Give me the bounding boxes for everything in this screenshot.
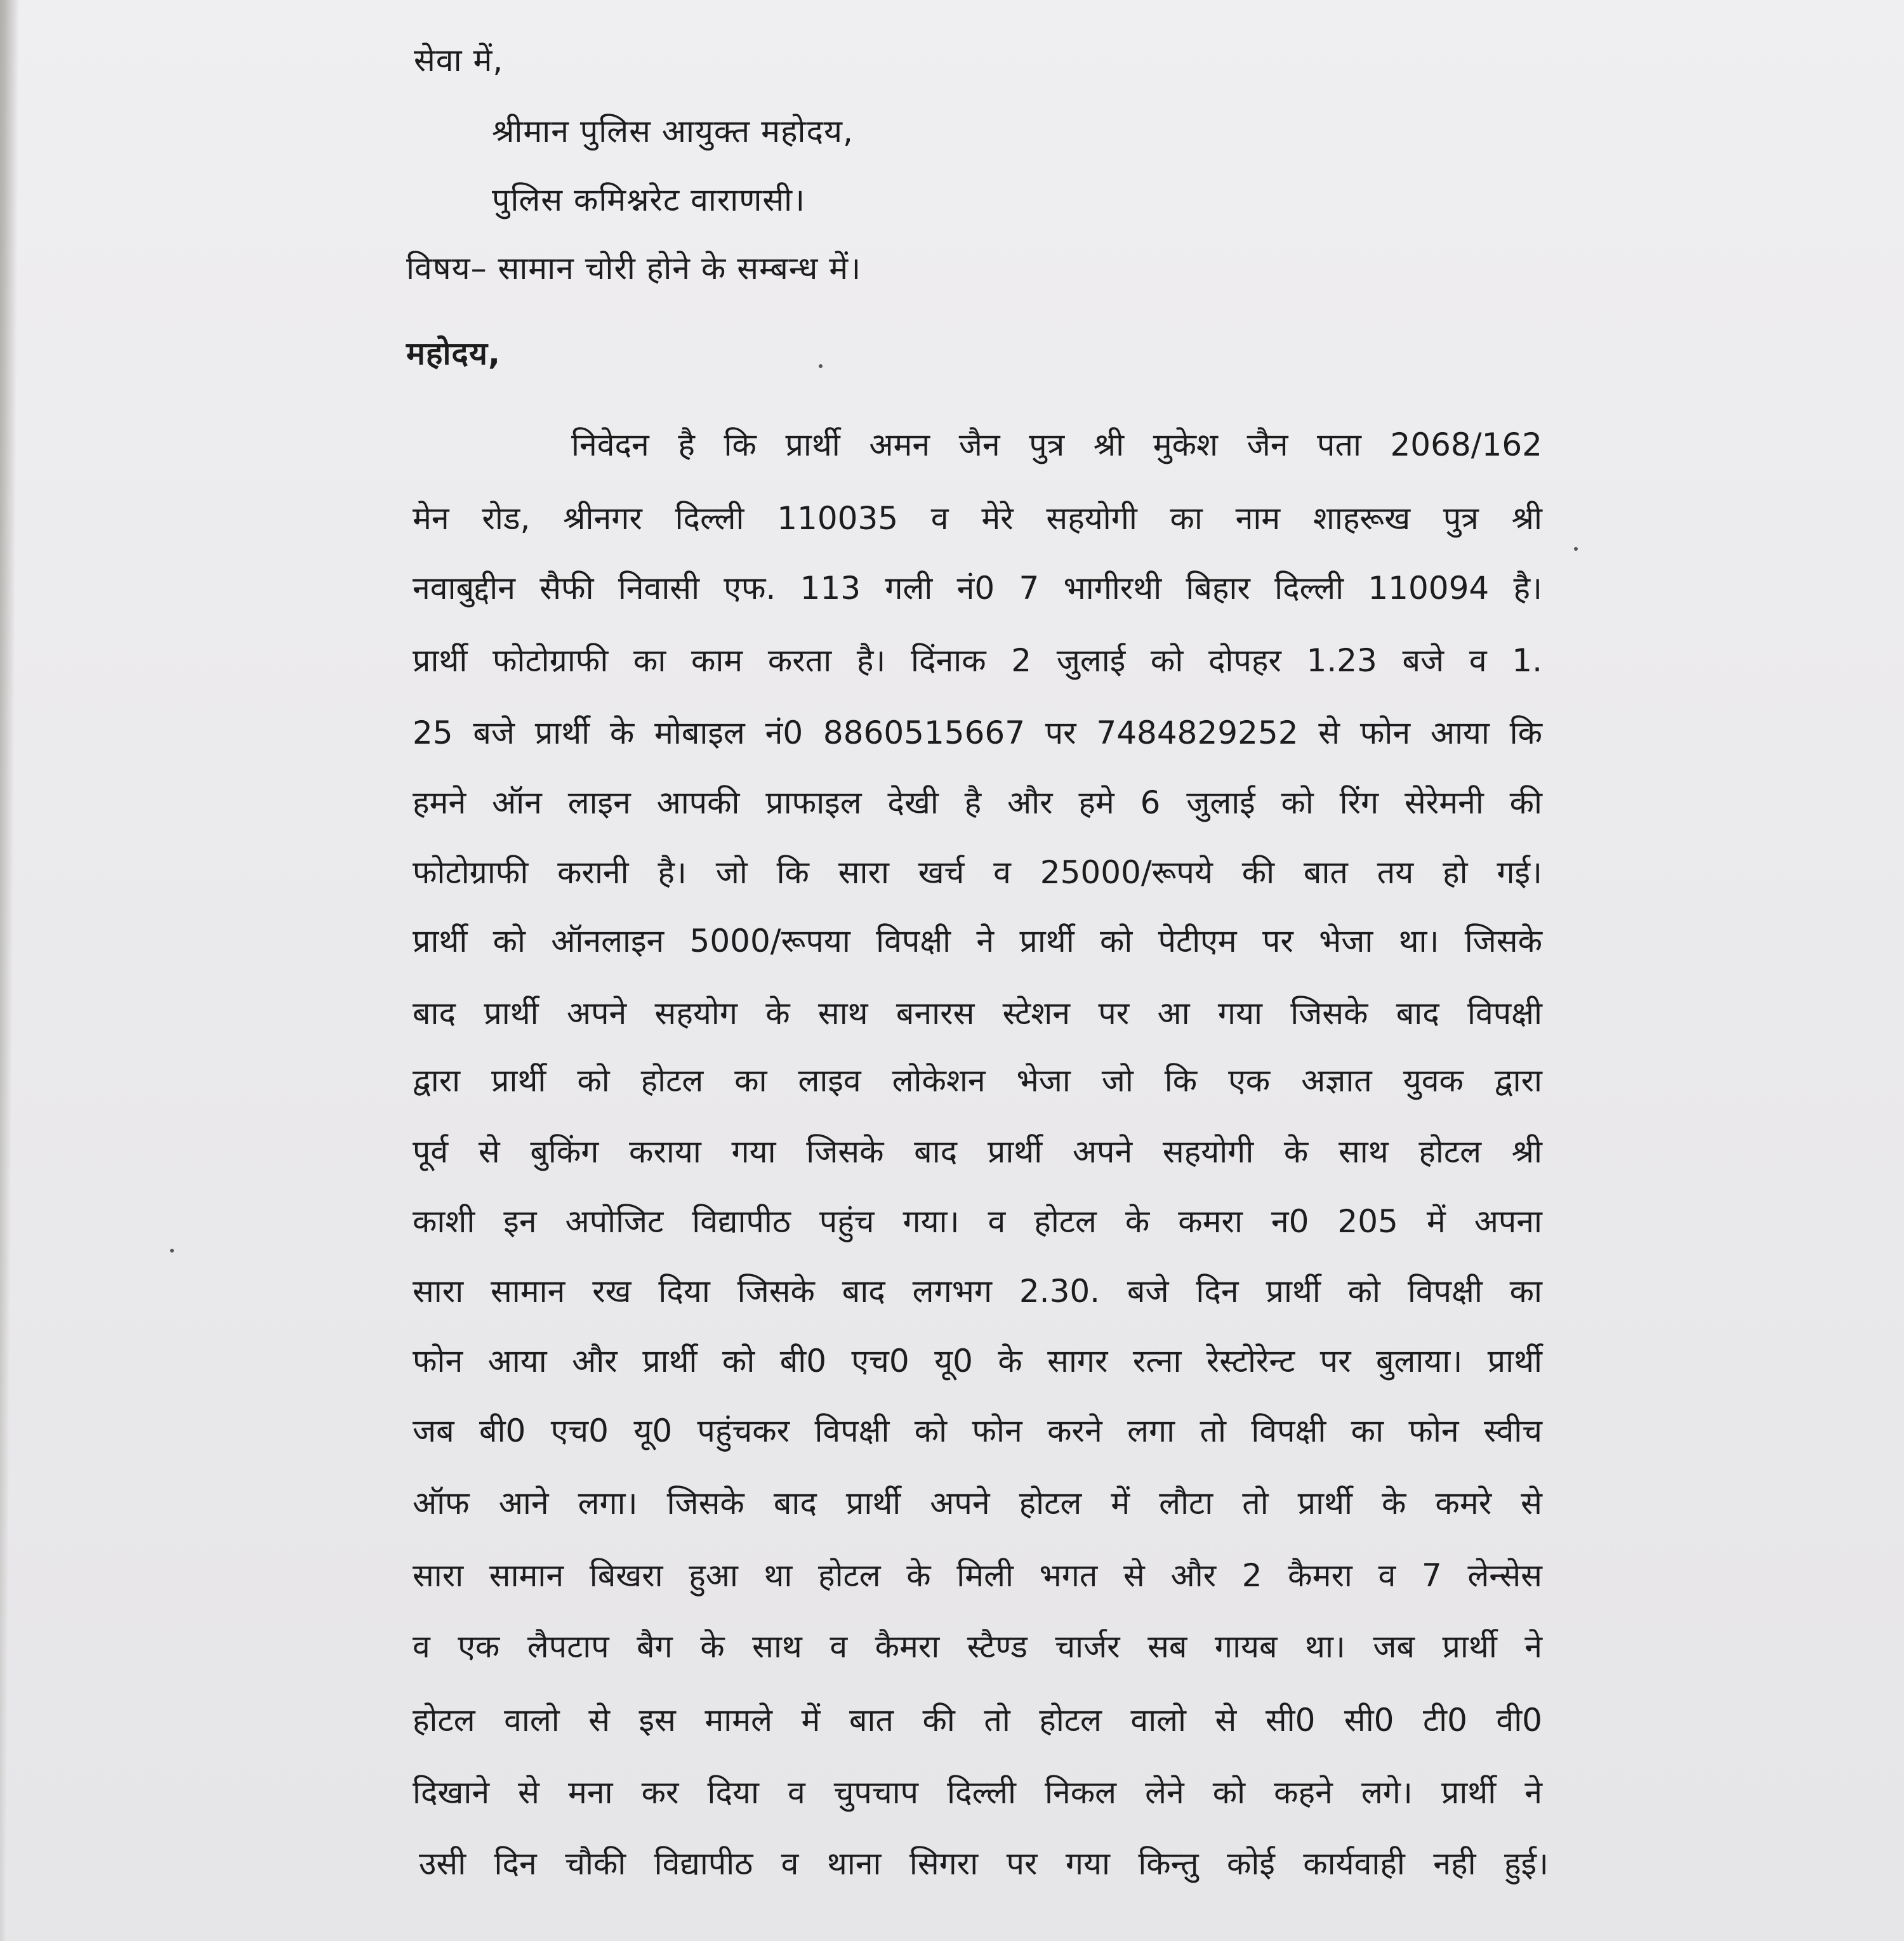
salutation-to: सेवा में, [414, 42, 504, 79]
body-line: हमने ऑन लाइन आपकी प्राफाइल देखी है और हमे 6 जुलाई को रिंग सेरेमनी की [413, 784, 1542, 821]
recipient-line-1: श्रीमान पुलिस आयुक्त महोदय, [492, 113, 854, 150]
body-line: फोटोग्राफी करानी है। जो कि सारा खर्च व 25000/रूपये की बात तय हो गई। [413, 854, 1542, 891]
body-line: प्रार्थी फोटोग्राफी का काम करता है। दिंनाक 2 जुलाई को दोपहर 1.23 बजे व 1. [413, 642, 1542, 679]
body-line: द्वारा प्रार्थी को होटल का लाइव लोकेशन भेजा जो कि एक अज्ञात युवक द्वारा [413, 1062, 1542, 1099]
body-line: सारा सामान रख दिया जिसके बाद लगभग 2.30. बजे दिन प्रार्थी को विपक्षी का [413, 1273, 1542, 1310]
body-line: व एक लैपटाप बैग के साथ व कैमरा स्टैण्ड चार्जर सब गायब था। जब प्रार्थी ने [413, 1628, 1542, 1665]
body-line: नवाबुद्दीन सैफी निवासी एफ. 113 गली नं0 7 भागीरथी बिहार दिल्ली 110094 है। [413, 570, 1542, 607]
body-line: जब बी0 एच0 यू0 पहुंचकर विपक्षी को फोन करने लगा तो विपक्षी का फोन स्वीच [413, 1412, 1542, 1449]
paper-speck [819, 364, 823, 368]
paper-speck [1574, 547, 1578, 551]
body-line: दिखाने से मना कर दिया व चुपचाप दिल्ली निकल लेने को कहने लगे। प्रार्थी ने [413, 1774, 1542, 1811]
body-line: ऑफ आने लगा। जिसके बाद प्रार्थी अपने होटल में लौटा तो प्रार्थी के कमरे से [413, 1485, 1542, 1522]
body-line: उसी दिन चौकी विद्यापीठ व थाना सिगरा पर गया किन्तु कोई कार्यवाही नही हुई। [419, 1845, 1549, 1882]
greeting: महोदय, [406, 335, 501, 372]
body-line: पूर्व से बुकिंग कराया गया जिसके बाद प्रार्थी अपने सहयोगी के साथ होटल श्री [413, 1133, 1542, 1170]
body-line: काशी इन अपोजिट विद्यापीठ पहुंच गया। व होटल के कमरा न0 205 में अपना [413, 1203, 1542, 1240]
page-edge-shadow [0, 0, 20, 1941]
body-line: होटल वालो से इस मामले में बात की तो होटल वालो से सी0 सी0 टी0 वी0 [413, 1702, 1542, 1739]
body-line: प्रार्थी को ऑनलाइन 5000/रूपया विपक्षी ने प्रार्थी को पेटीएम पर भेजा था। जिसके [413, 923, 1542, 959]
body-line: 25 बजे प्रार्थी के मोबाइल नं0 8860515667 पर 7484829252 से फोन आया कि [413, 714, 1542, 751]
paper-speck [170, 1249, 174, 1253]
body-line: फोन आया और प्रार्थी को बी0 एच0 यू0 के सागर रत्ना रेस्टोरेन्ट पर बुलाया। प्रार्थी [413, 1343, 1542, 1379]
recipient-line-2: पुलिस कमिश्नरेट वाराणसी। [492, 181, 806, 218]
body-line: बाद प्रार्थी अपने सहयोग के साथ बनारस स्टेशन पर आ गया जिसके बाद विपक्षी [413, 995, 1542, 1032]
subject-line: विषय– सामान चोरी होने के सम्बन्ध में। [406, 250, 862, 287]
body-line: मेन रोड, श्रीनगर दिल्ली 110035 व मेरे सहयोगी का नाम शाहरूख पुत्र श्री [413, 500, 1542, 537]
body-line: सारा सामान बिखरा हुआ था होटल के मिली भगत से और 2 कैमरा व 7 लेन्सेस [413, 1557, 1542, 1594]
body-line: निवेदन है कि प्रार्थी अमन जैन पुत्र श्री मुकेश जैन पता 2068/162 [571, 426, 1542, 463]
